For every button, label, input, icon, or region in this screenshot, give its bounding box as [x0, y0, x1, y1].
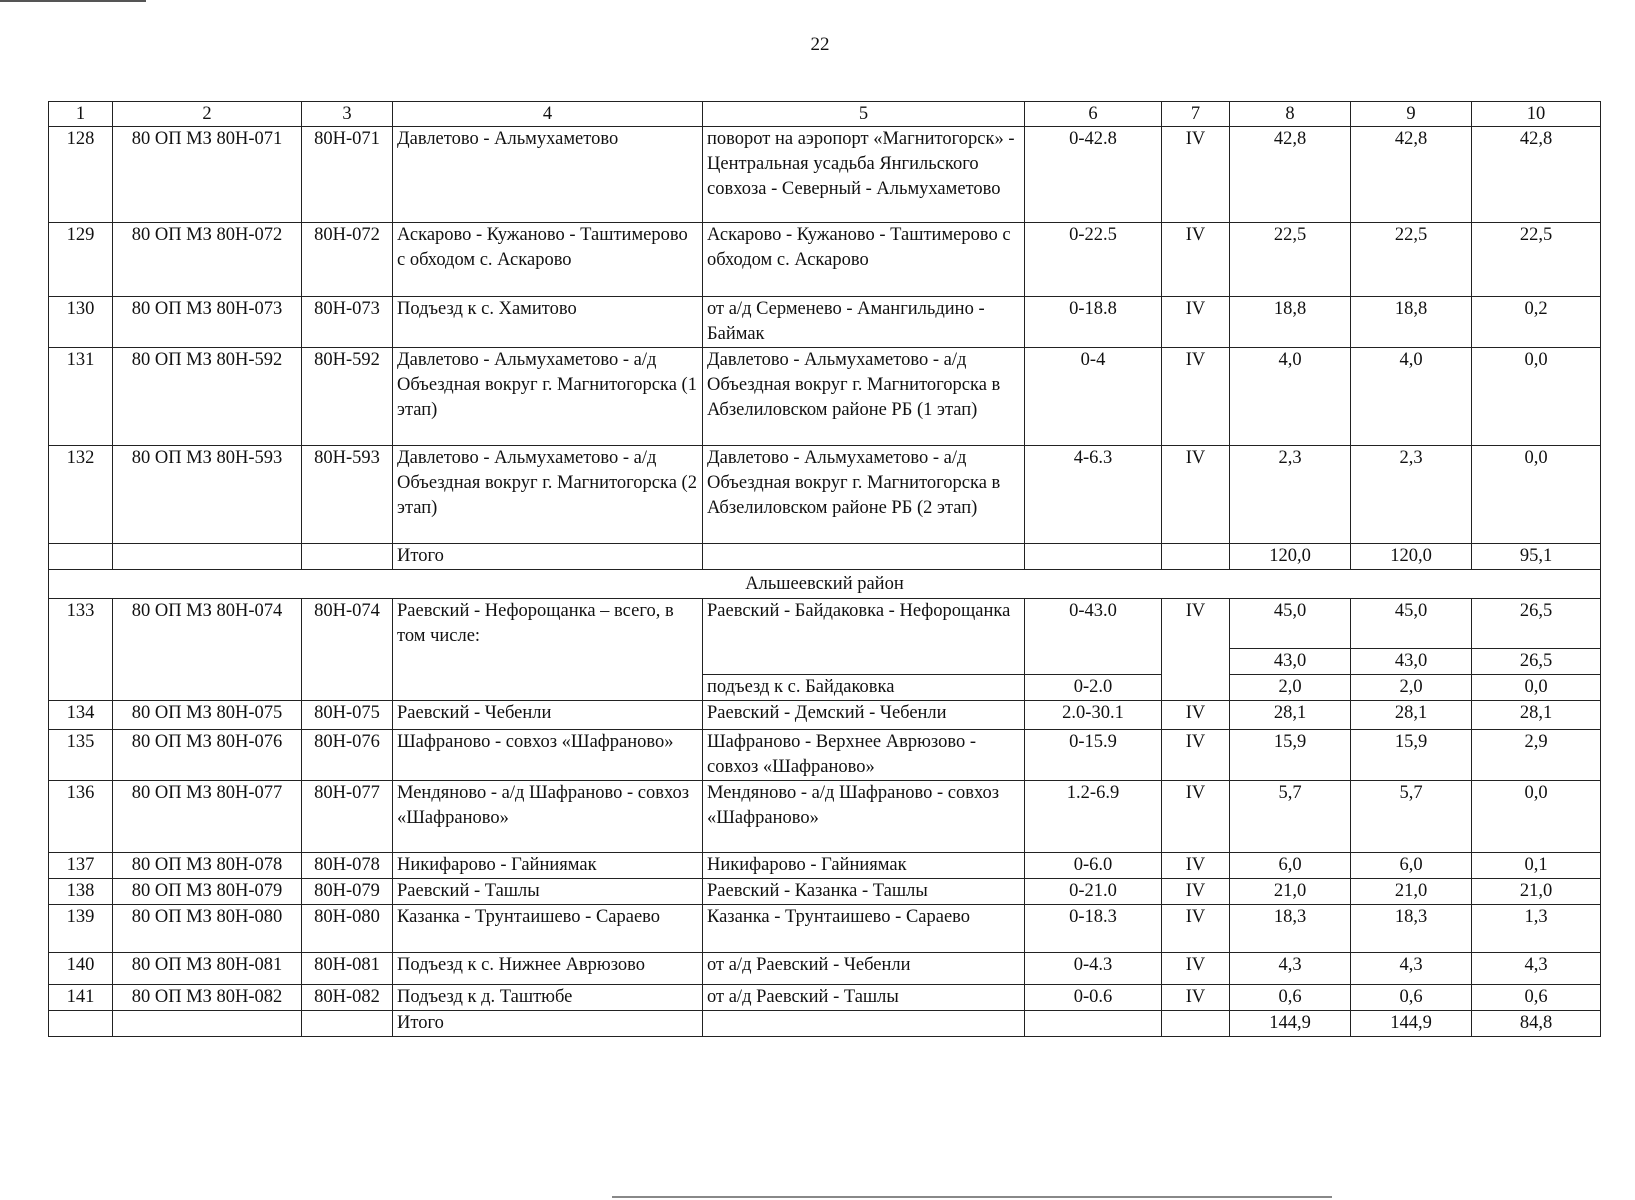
table-cell: [49, 544, 113, 570]
column-header: 3: [302, 102, 393, 127]
total-col8: 144,9: [1230, 1011, 1351, 1037]
road-route: поворот на аэропорт «Магнитогорск» - Центральная усадьба Янгильского совхоза - Северный - Альмухаметово: [703, 127, 1025, 223]
road-category: IV: [1162, 905, 1230, 953]
road-name: Никифарово - Гайниямак: [393, 853, 703, 879]
table-cell: [113, 1011, 302, 1037]
length-col10: 2,9: [1472, 730, 1601, 781]
table-row: [49, 953, 1601, 985]
row-number: 133: [49, 599, 113, 701]
length-col9: 15,9: [1351, 730, 1472, 781]
road-id: 80 ОП МЗ 80Н-082: [113, 985, 302, 1011]
road-code: 80Н-593: [302, 446, 393, 544]
road-code: 80Н-072: [302, 223, 393, 297]
length-col9: 43,0: [1351, 649, 1472, 675]
column-header: 4: [393, 102, 703, 127]
row-number: 129: [49, 223, 113, 297]
length-col8: 21,0: [1230, 879, 1351, 905]
length-col10: 0,0: [1472, 348, 1601, 446]
road-route: Раевский - Казанка - Ташлы: [703, 879, 1025, 905]
page-number: 22: [810, 34, 830, 55]
table-cell: [1025, 544, 1162, 570]
road-code: 80Н-082: [302, 985, 393, 1011]
total-col8: 120,0: [1230, 544, 1351, 570]
km-range: 0-2.0: [1025, 675, 1162, 701]
km-range: 2.0-30.1: [1025, 701, 1162, 730]
road-name: Мендяново - а/д Шафраново - совхоз «Шафраново»: [393, 781, 703, 853]
row-number: 140: [49, 953, 113, 985]
roads-table: [48, 101, 1601, 1037]
length-col8: 2,3: [1230, 446, 1351, 544]
road-code: 80Н-592: [302, 348, 393, 446]
length-col10: 1,3: [1472, 905, 1601, 953]
road-name: Раевский - Чебенли: [393, 701, 703, 730]
row-number: 131: [49, 348, 113, 446]
total-row: [49, 1011, 1601, 1037]
length-col9: 18,8: [1351, 297, 1472, 348]
road-code: 80Н-075: [302, 701, 393, 730]
length-col8: 42,8: [1230, 127, 1351, 223]
km-range: 0-43.0: [1025, 599, 1162, 675]
road-code: 80Н-071: [302, 127, 393, 223]
length-col9: 5,7: [1351, 781, 1472, 853]
length-col10: 0,6: [1472, 985, 1601, 1011]
length-col8: 28,1: [1230, 701, 1351, 730]
length-col8: 43,0: [1230, 649, 1351, 675]
row-number: 130: [49, 297, 113, 348]
road-route: подъезд к с. Байдаковка: [703, 675, 1025, 701]
length-col10: 22,5: [1472, 223, 1601, 297]
road-category: IV: [1162, 599, 1230, 701]
row-number: 141: [49, 985, 113, 1011]
road-name: Давлетово - Альмухаметово: [393, 127, 703, 223]
table-row: [49, 730, 1601, 781]
km-range: 1.2-6.9: [1025, 781, 1162, 853]
road-category: IV: [1162, 730, 1230, 781]
length-col9: 22,5: [1351, 223, 1472, 297]
total-col9: 120,0: [1351, 544, 1472, 570]
table-row: [49, 985, 1601, 1011]
total-col10: 84,8: [1472, 1011, 1601, 1037]
road-id: 80 ОП МЗ 80Н-075: [113, 701, 302, 730]
road-id: 80 ОП МЗ 80Н-080: [113, 905, 302, 953]
km-range: 0-42.8: [1025, 127, 1162, 223]
road-route: от а/д Раевский - Чебенли: [703, 953, 1025, 985]
table-row: [49, 701, 1601, 730]
road-category: IV: [1162, 701, 1230, 730]
table-body: [49, 102, 1601, 1037]
road-code: 80Н-074: [302, 599, 393, 701]
row-number: 134: [49, 701, 113, 730]
table-cell: [302, 544, 393, 570]
table-cell: [1025, 1011, 1162, 1037]
km-range: 0-4: [1025, 348, 1162, 446]
row-number: 139: [49, 905, 113, 953]
length-col9: 4,3: [1351, 953, 1472, 985]
km-range: 0-22.5: [1025, 223, 1162, 297]
road-id: 80 ОП МЗ 80Н-079: [113, 879, 302, 905]
column-header: 7: [1162, 102, 1230, 127]
road-route: от а/д Серменево - Амангильдино - Баймак: [703, 297, 1025, 348]
road-category: IV: [1162, 781, 1230, 853]
road-category: IV: [1162, 348, 1230, 446]
table-row: [49, 879, 1601, 905]
length-col10: 0,0: [1472, 675, 1601, 701]
km-range: 4-6.3: [1025, 446, 1162, 544]
length-col10: 0,2: [1472, 297, 1601, 348]
row-number: 138: [49, 879, 113, 905]
total-row: [49, 544, 1601, 570]
road-name: Раевский - Ташлы: [393, 879, 703, 905]
road-route: от а/д Раевский - Ташлы: [703, 985, 1025, 1011]
length-col10: 0,1: [1472, 853, 1601, 879]
road-name: Давлетово - Альмухаметово - а/д Объездная вокруг г. Магнитогорска (2 этап): [393, 446, 703, 544]
row-number: 128: [49, 127, 113, 223]
length-col10: 28,1: [1472, 701, 1601, 730]
road-category: IV: [1162, 446, 1230, 544]
length-col8: 45,0: [1230, 599, 1351, 649]
road-category: IV: [1162, 853, 1230, 879]
road-name: Раевский - Нефорощанка – всего, в том числе:: [393, 599, 703, 701]
total-col10: 95,1: [1472, 544, 1601, 570]
road-id: 80 ОП МЗ 80Н-592: [113, 348, 302, 446]
road-id: 80 ОП МЗ 80Н-072: [113, 223, 302, 297]
km-range: 0-18.3: [1025, 905, 1162, 953]
length-col8: 4,3: [1230, 953, 1351, 985]
road-code: 80Н-073: [302, 297, 393, 348]
length-col8: 4,0: [1230, 348, 1351, 446]
road-code: 80Н-078: [302, 853, 393, 879]
km-range: 0-18.8: [1025, 297, 1162, 348]
road-route: Раевский - Байдаковка - Нефорощанка: [703, 599, 1025, 675]
table-cell: [302, 1011, 393, 1037]
road-category: IV: [1162, 297, 1230, 348]
table-row: [49, 599, 1601, 649]
road-id: 80 ОП МЗ 80Н-593: [113, 446, 302, 544]
table-cell: [703, 544, 1025, 570]
column-header: 1: [49, 102, 113, 127]
table-row: [49, 781, 1601, 853]
column-header: 2: [113, 102, 302, 127]
table-row: [49, 127, 1601, 223]
road-name: Казанка - Трунтаишево - Сараево: [393, 905, 703, 953]
total-label: Итого: [393, 544, 703, 570]
road-route: Аскарово - Кужаново - Таштимерово с обходом с. Аскарово: [703, 223, 1025, 297]
length-col9: 45,0: [1351, 599, 1472, 649]
road-code: 80Н-077: [302, 781, 393, 853]
length-col10: 21,0: [1472, 879, 1601, 905]
table-cell: [703, 1011, 1025, 1037]
road-name: Подъезд к с. Хамитово: [393, 297, 703, 348]
length-col9: 2,0: [1351, 675, 1472, 701]
length-col9: 28,1: [1351, 701, 1472, 730]
length-col9: 4,0: [1351, 348, 1472, 446]
km-range: 0-0.6: [1025, 985, 1162, 1011]
road-id: 80 ОП МЗ 80Н-074: [113, 599, 302, 701]
table-cell: [1162, 544, 1230, 570]
road-id: 80 ОП МЗ 80Н-076: [113, 730, 302, 781]
road-id: 80 ОП МЗ 80Н-077: [113, 781, 302, 853]
km-range: 0-21.0: [1025, 879, 1162, 905]
table-row: [49, 446, 1601, 544]
length-col10: 4,3: [1472, 953, 1601, 985]
km-range: 0-15.9: [1025, 730, 1162, 781]
table-row: [49, 853, 1601, 879]
road-name: Подъезд к с. Нижнее Аврюзово: [393, 953, 703, 985]
length-col9: 6,0: [1351, 853, 1472, 879]
road-name: Аскарово - Кужаново - Таштимерово с обходом с. Аскарово: [393, 223, 703, 297]
length-col8: 18,3: [1230, 905, 1351, 953]
district-row: [49, 570, 1601, 599]
length-col10: 0,0: [1472, 781, 1601, 853]
length-col9: 21,0: [1351, 879, 1472, 905]
road-id: 80 ОП МЗ 80Н-081: [113, 953, 302, 985]
road-name: Шафраново - совхоз «Шафраново»: [393, 730, 703, 781]
road-code: 80Н-080: [302, 905, 393, 953]
table-row: [49, 905, 1601, 953]
road-name: Подъезд к д. Таштюбе: [393, 985, 703, 1011]
row-number: 135: [49, 730, 113, 781]
table-cell: [113, 544, 302, 570]
length-col10: 26,5: [1472, 599, 1601, 649]
road-route: Мендяново - а/д Шафраново - совхоз «Шафраново»: [703, 781, 1025, 853]
road-id: 80 ОП МЗ 80Н-071: [113, 127, 302, 223]
total-label: Итого: [393, 1011, 703, 1037]
column-header: 5: [703, 102, 1025, 127]
road-route: Казанка - Трунтаишево - Сараево: [703, 905, 1025, 953]
road-category: IV: [1162, 223, 1230, 297]
row-number: 137: [49, 853, 113, 879]
row-number: 132: [49, 446, 113, 544]
row-number: 136: [49, 781, 113, 853]
length-col8: 5,7: [1230, 781, 1351, 853]
column-header: 9: [1351, 102, 1472, 127]
column-header: 10: [1472, 102, 1601, 127]
total-col9: 144,9: [1351, 1011, 1472, 1037]
road-id: 80 ОП МЗ 80Н-078: [113, 853, 302, 879]
length-col10: 0,0: [1472, 446, 1601, 544]
length-col9: 42,8: [1351, 127, 1472, 223]
length-col9: 0,6: [1351, 985, 1472, 1011]
road-route: Давлетово - Альмухаметово - а/д Объездная вокруг г. Магнитогорска в Абзелиловском районе РБ (1 этап): [703, 348, 1025, 446]
road-route: Шафраново - Верхнее Аврюзово - совхоз «Шафраново»: [703, 730, 1025, 781]
scan-edge-mark: [612, 1196, 1332, 1198]
table-header-row: [49, 102, 1601, 127]
scan-edge-mark: [0, 0, 146, 2]
length-col8: 15,9: [1230, 730, 1351, 781]
road-code: 80Н-081: [302, 953, 393, 985]
road-code: 80Н-076: [302, 730, 393, 781]
length-col8: 22,5: [1230, 223, 1351, 297]
length-col8: 18,8: [1230, 297, 1351, 348]
district-heading: Альшеевский район: [49, 570, 1601, 599]
road-route: Давлетово - Альмухаметово - а/д Объездная вокруг г. Магнитогорска в Абзелиловском районе РБ (2 этап): [703, 446, 1025, 544]
table-row: [49, 297, 1601, 348]
table-row: [49, 348, 1601, 446]
road-category: IV: [1162, 127, 1230, 223]
road-code: 80Н-079: [302, 879, 393, 905]
table-cell: [1162, 1011, 1230, 1037]
column-header: 6: [1025, 102, 1162, 127]
km-range: 0-6.0: [1025, 853, 1162, 879]
road-name: Давлетово - Альмухаметово - а/д Объездная вокруг г. Магнитогорска (1 этап): [393, 348, 703, 446]
road-category: IV: [1162, 985, 1230, 1011]
column-header: 8: [1230, 102, 1351, 127]
road-category: IV: [1162, 879, 1230, 905]
length-col8: 6,0: [1230, 853, 1351, 879]
length-col8: 2,0: [1230, 675, 1351, 701]
length-col10: 42,8: [1472, 127, 1601, 223]
road-route: Раевский - Демский - Чебенли: [703, 701, 1025, 730]
road-id: 80 ОП МЗ 80Н-073: [113, 297, 302, 348]
road-route: Никифарово - Гайниямак: [703, 853, 1025, 879]
length-col9: 18,3: [1351, 905, 1472, 953]
table-row: [49, 223, 1601, 297]
km-range: 0-4.3: [1025, 953, 1162, 985]
table-cell: [49, 1011, 113, 1037]
length-col8: 0,6: [1230, 985, 1351, 1011]
road-category: IV: [1162, 953, 1230, 985]
length-col10: 26,5: [1472, 649, 1601, 675]
length-col9: 2,3: [1351, 446, 1472, 544]
